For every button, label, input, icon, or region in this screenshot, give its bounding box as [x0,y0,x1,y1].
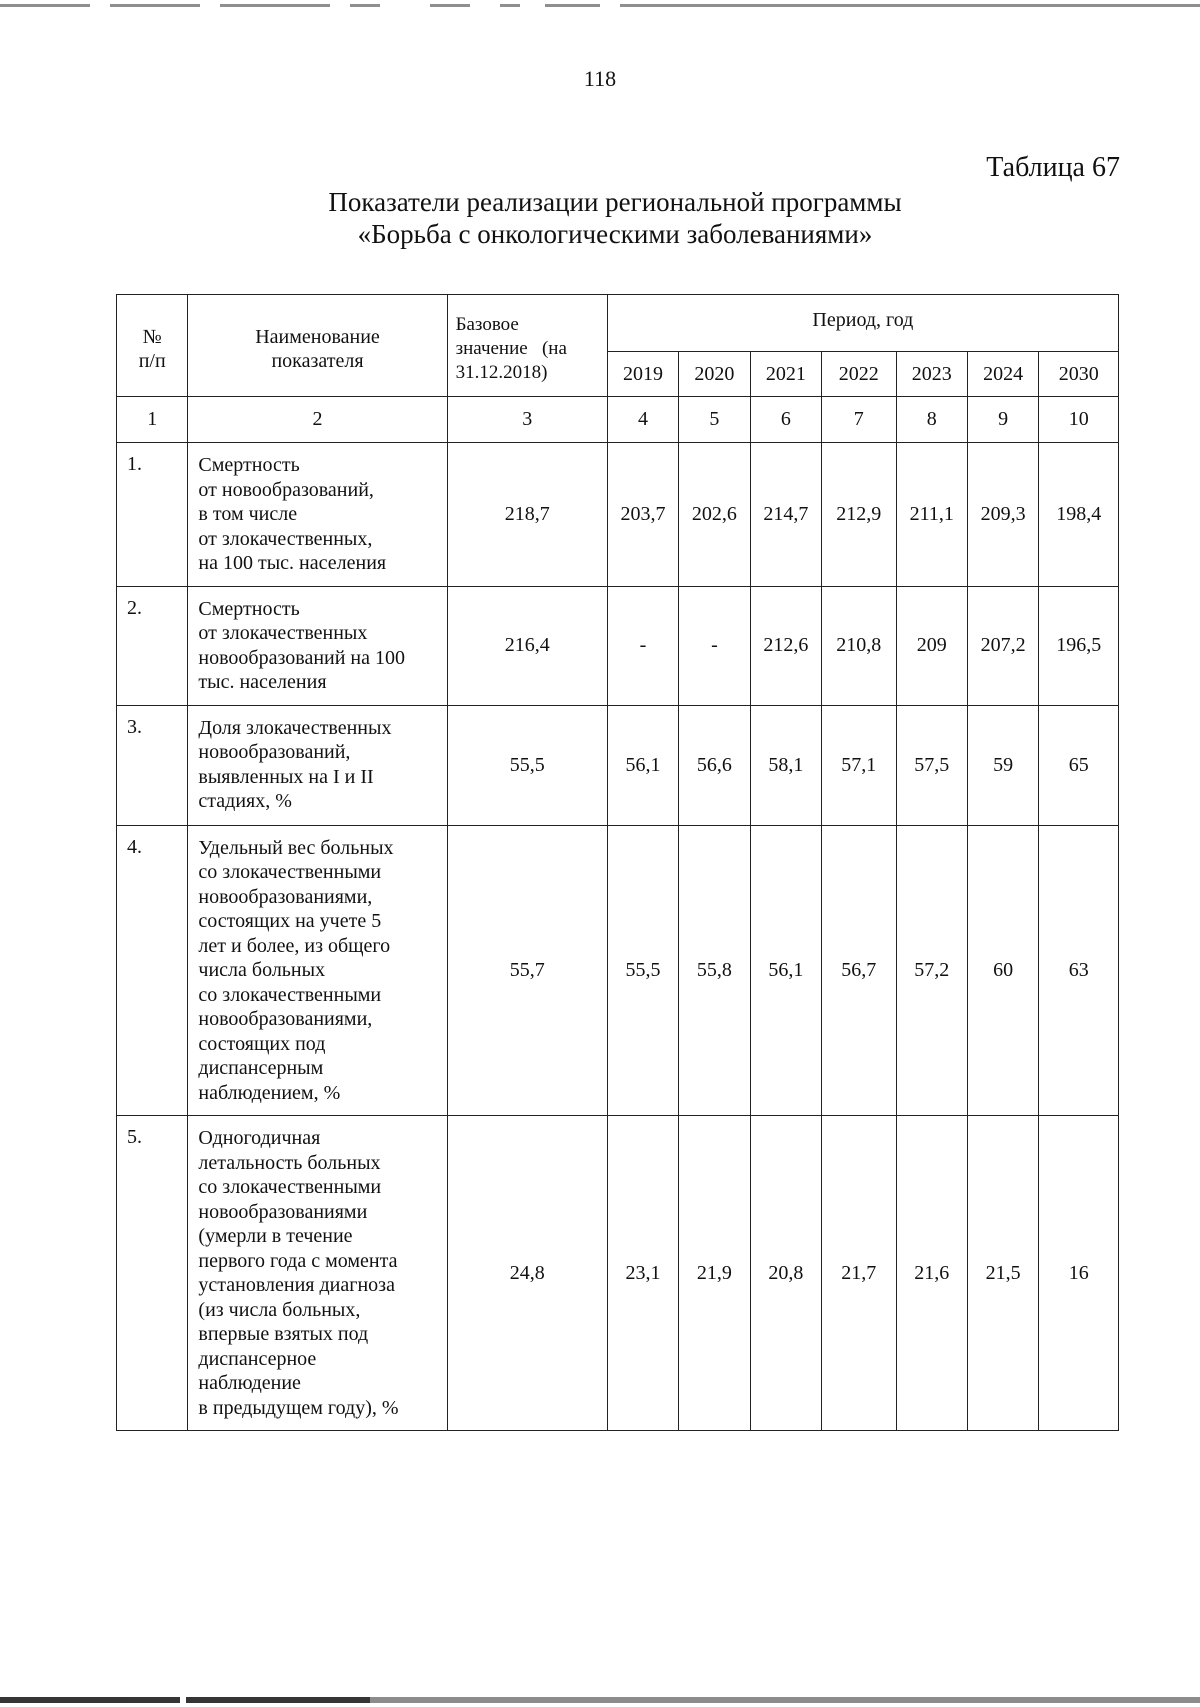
column-index-row [117,397,1119,443]
indicator-name-line: первого года с момента [198,1249,398,1272]
indicator-name-line: впервые взятых под [198,1323,369,1345]
header-period: Период, год [607,295,1118,352]
document-title [0,186,1200,250]
year-value: 212,6 [750,586,821,705]
indicator-name-line: диспансерным [198,1057,324,1079]
page-number: 118 [583,66,617,91]
header-num-line: № [142,326,162,348]
document-title-line: «Борьба с онкологическими заболеваниями» [357,219,873,249]
header-year: 2019 [607,352,678,397]
year-value: 57,1 [822,705,896,825]
year-value: 210,8 [822,586,896,705]
indicators-table [116,294,1119,1431]
indicator-name-line: состоящих на учете 5 [198,910,382,932]
column-index: 10 [1039,397,1119,443]
year-value: 21,5 [967,1116,1038,1431]
row-number: 4. [117,825,188,1116]
year-value: 55,5 [607,825,678,1116]
header-base-line: Базовое [455,314,519,335]
year-value: 55,8 [679,825,750,1116]
indicator-name-line: (из числа больных, [198,1298,361,1321]
indicator-name-line: от новообразований, [198,478,374,501]
column-index: 8 [896,397,967,443]
indicator-name-line: в предыдущем году), % [198,1396,399,1419]
base-value: 218,7 [447,443,607,587]
indicator-name [188,1116,447,1431]
indicator-name-line: со злокачественными [198,983,382,1006]
year-value: 60 [967,825,1038,1116]
indicator-name-line: наблюдением, % [198,1081,341,1104]
indicator-name-line: от злокачественных [198,622,368,644]
column-index: 9 [967,397,1038,443]
indicator-name-line: Одногодичная [198,1127,321,1149]
table-row [117,586,1119,705]
indicator-name-line: от злокачественных, [198,527,373,550]
indicator-name-line: со злокачественными [198,861,382,883]
year-value: 56,7 [822,825,896,1116]
indicator-name [188,705,447,825]
year-value: 207,2 [967,586,1038,705]
header-name [188,295,447,397]
indicator-name-line: летальность больных [198,1151,381,1174]
indicator-name-line: тыс. населения [198,671,327,693]
year-value: 21,6 [896,1116,967,1431]
indicator-name-line: новообразованиями, [198,1008,373,1030]
indicator-name-line: новообразованиями, [198,885,373,908]
year-value: 198,4 [1039,443,1119,587]
indicator-name-line: диспансерное [198,1347,317,1370]
column-index: 1 [117,397,188,443]
indicator-name-line: стадиях, % [198,790,292,812]
year-value: 56,1 [750,825,821,1116]
year-value: 21,7 [822,1116,896,1431]
year-value: 196,5 [1039,586,1119,705]
year-value: - [607,586,678,705]
table-header-row [117,295,1119,352]
base-value: 55,7 [447,825,607,1116]
indicator-name-line: Доля злокачественных [198,716,392,739]
base-value: 24,8 [447,1116,607,1431]
indicator-name-line: Удельный вес больных [198,836,394,859]
indicator-name [188,825,447,1116]
header-year: 2024 [967,352,1038,397]
year-value: 209,3 [967,443,1038,587]
header-base-line: значение (на [455,338,567,359]
year-value: 63 [1039,825,1119,1116]
scan-artifact-top [0,4,1200,7]
column-index: 7 [822,397,896,443]
indicator-name-line: наблюдение [198,1372,301,1394]
header-num [117,295,188,397]
header-year: 2021 [750,352,821,397]
indicator-name [188,443,447,587]
column-index: 2 [188,397,447,443]
year-value: 203,7 [607,443,678,587]
indicator-name-line: со злокачественными [198,1176,382,1198]
indicator-name-line: числа больных [198,959,326,981]
year-value: 56,1 [607,705,678,825]
indicator-name-line: на 100 тыс. населения [198,552,387,574]
header-name-line: Наименование [255,326,380,348]
year-value: 211,1 [896,443,967,587]
table-row [117,1116,1119,1431]
indicator-name-line: Смертность [198,597,300,620]
year-value: 65 [1039,705,1119,825]
indicator-name-line: лет и более, из общего [198,934,391,957]
indicator-name-line: состоящих под [198,1032,326,1055]
header-num-line: п/п [138,350,166,372]
year-value: 58,1 [750,705,821,825]
header-year: 2030 [1039,352,1119,397]
indicator-name-line: в том числе [198,503,298,525]
year-value: 56,6 [679,705,750,825]
row-number: 1. [117,443,188,587]
base-value: 216,4 [447,586,607,705]
indicator-name-line: (умерли в течение [198,1225,353,1247]
year-value: 212,9 [822,443,896,587]
table-label: Таблица 67 [986,152,1120,183]
year-value: 20,8 [750,1116,821,1431]
year-value: 57,5 [896,705,967,825]
column-index: 6 [750,397,821,443]
table-body [117,443,1119,1431]
scan-artifact-bottom [0,1697,1200,1703]
column-index: 3 [447,397,607,443]
indicator-name [188,586,447,705]
column-index: 5 [679,397,750,443]
row-number: 5. [117,1116,188,1431]
year-value: 202,6 [679,443,750,587]
header-year: 2023 [896,352,967,397]
indicator-name-line: новообразований на 100 [198,646,406,669]
indicator-name-line: новообразований, [198,741,351,763]
table-row [117,705,1119,825]
column-index: 4 [607,397,678,443]
row-number: 2. [117,586,188,705]
document-title-line: Показатели реализации региональной программы [328,187,902,217]
table-row [117,825,1119,1116]
year-value: 23,1 [607,1116,678,1431]
year-value: 16 [1039,1116,1119,1431]
header-base-value [447,295,607,397]
year-value: 214,7 [750,443,821,587]
year-value: 209 [896,586,967,705]
header-base-line: 31.12.2018) [455,362,548,383]
header-name-line: показателя [271,350,364,372]
indicator-name-line: выявленных на I и II [198,765,374,788]
year-value: 57,2 [896,825,967,1116]
table-row [117,443,1119,587]
indicator-name-line: Смертность [198,454,300,476]
year-value: 59 [967,705,1038,825]
row-number: 3. [117,705,188,825]
indicator-name-line: установления диагноза [198,1274,395,1296]
indicator-name-line: новообразованиями [198,1200,368,1223]
header-year: 2022 [822,352,896,397]
base-value: 55,5 [447,705,607,825]
year-value: 21,9 [679,1116,750,1431]
year-value: - [679,586,750,705]
header-year: 2020 [679,352,750,397]
